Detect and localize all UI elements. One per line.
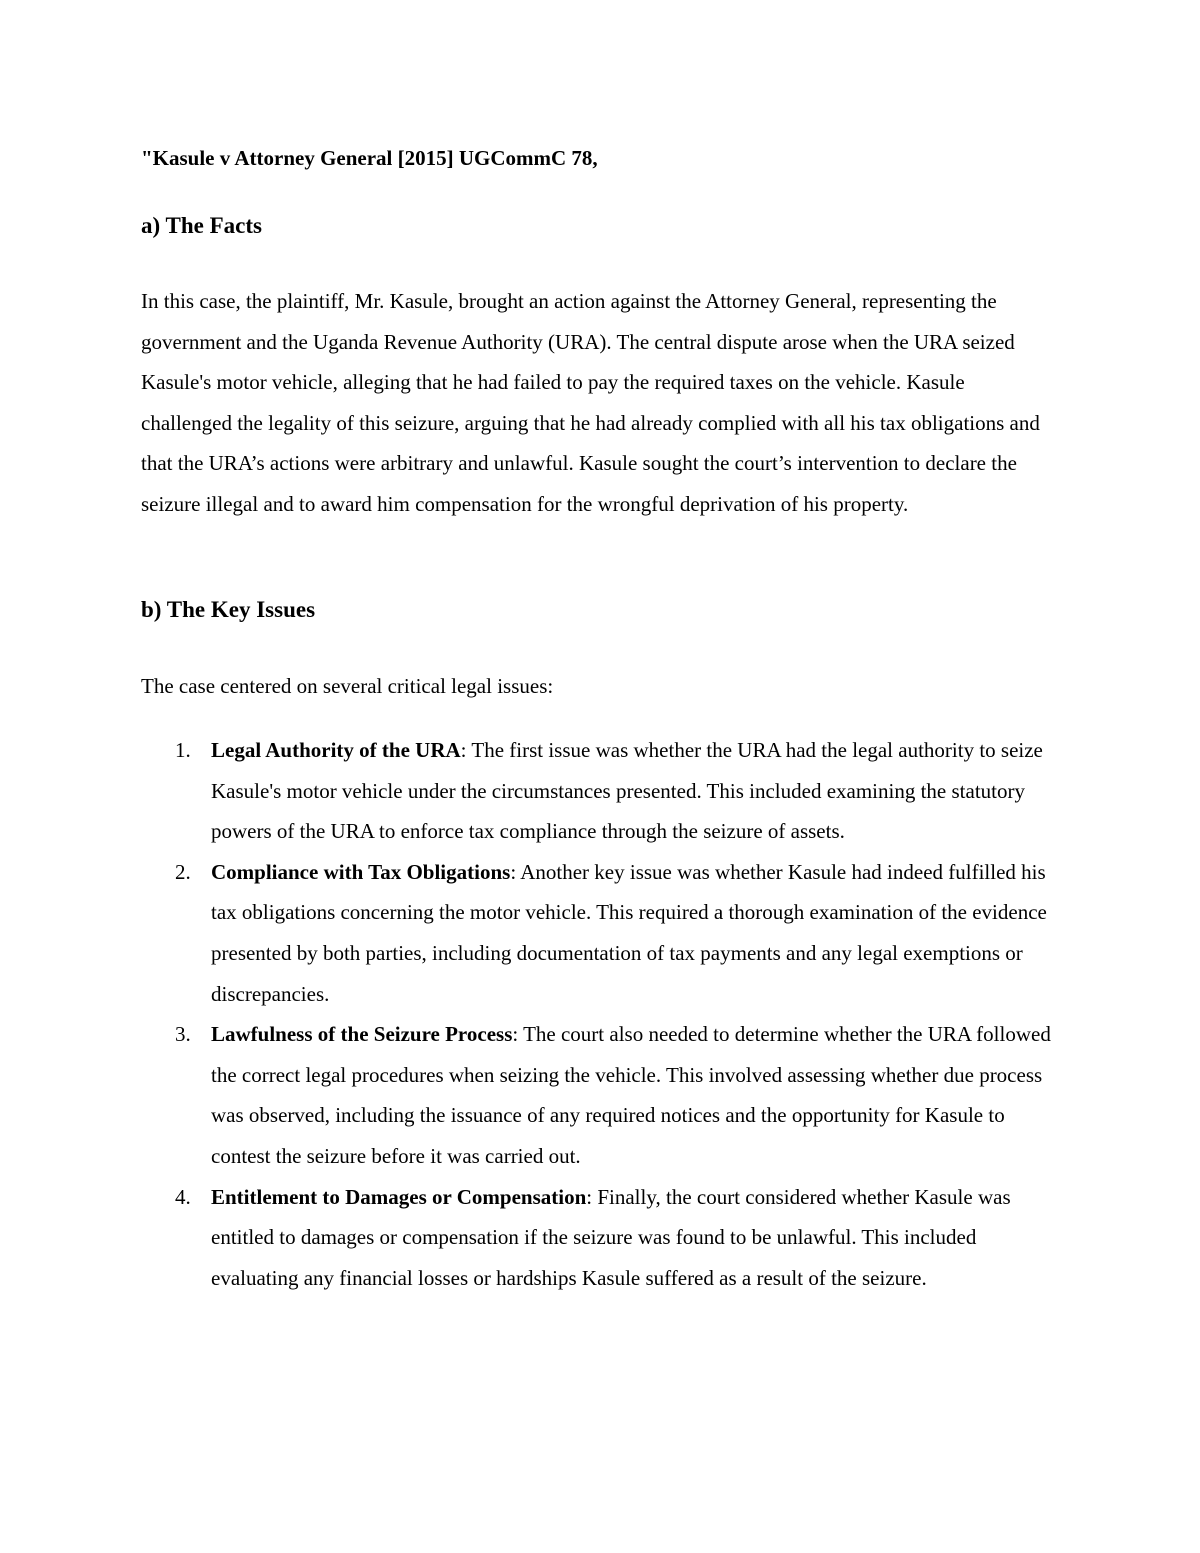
issue-item-1 (141, 730, 1061, 852)
issue-text: : The first issue was whether the URA had the legal authority to seize Kasule's motor vehicle under the circumstances presented. This included examining the statutory powers of the URA to enforce tax compliance through the seizure of assets. (211, 738, 1043, 844)
issues-intro: The case centered on several critical legal issues: (141, 674, 554, 698)
issue-number: 3. (175, 1022, 191, 1047)
issue-term: Lawfulness of the Seizure Process (211, 1022, 513, 1047)
issue-term: Compliance with Tax Obligations (211, 859, 511, 884)
issue-term: Legal Authority of the URA (211, 738, 461, 762)
key-issues-heading: b) The Key Issues (141, 597, 316, 622)
issue-text: : Another key issue was whether Kasule had indeed fulfilled his tax obligations concerning the motor vehicle. This required a thorough examination of the evidence presented by both parties, including documentation of tax payments and any legal exemptions or discrepancies. (211, 859, 1047, 1006)
issue-number: 4. (175, 1184, 191, 1209)
facts-paragraph: In this case, the plaintiff, Mr. Kasule, brought an action against the Attorney General, representing the government and the Uganda Revenue Authority (URA). The central dispute arose when the URA seized Kasule's motor vehicle, alleging that he had failed to pay the required taxes on the vehicle. Kasule challenged the legality of this seizure, arguing that he had already complied with all his tax obligations and that the URA’s actions were arbitrary and unlawful. Kasule sought the court’s intervention to declare the seizure illegal and to award him compensation for the wrongful deprivation of his property. (141, 289, 1040, 516)
issue-item-3 (141, 1014, 1061, 1176)
issue-number: 2. (175, 859, 191, 884)
issue-item-4 (141, 1177, 1061, 1299)
issues-list (141, 730, 1061, 1298)
issue-number: 1. (175, 738, 191, 762)
issue-item-2 (141, 852, 1061, 1014)
issue-term: Entitlement to Damages or Compensation (211, 1184, 587, 1209)
issue-text: : Finally, the court considered whether Kasule was entitled to damages or compensation if the seizure was found to be unlawful. This included evaluating any financial losses or hardships Kasule suffered as a result of the seizure. (211, 1184, 1011, 1290)
facts-heading: a) The Facts (141, 213, 262, 238)
issue-text: : The court also needed to determine whether the URA followed the correct legal procedures when seizing the vehicle. This involved assessing whether due process was observed, including the issuance of any required notices and the opportunity for Kasule to contest the seizure before it was carried out. (211, 1022, 1051, 1168)
case-title: "Kasule v Attorney General [2015] UGCommC 78, (141, 146, 598, 170)
